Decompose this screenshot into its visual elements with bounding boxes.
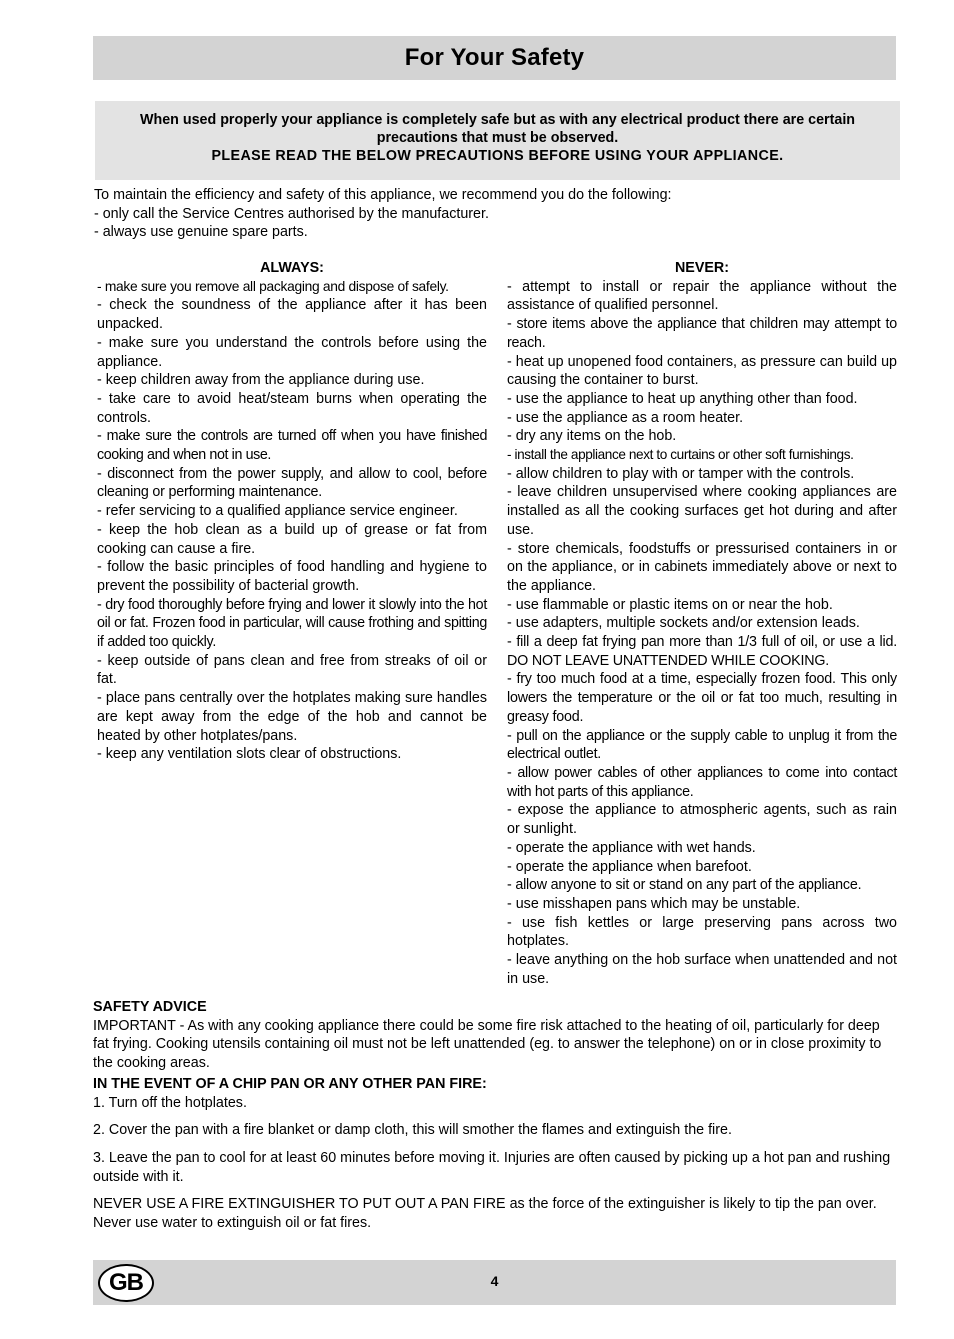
title-bar <box>93 36 896 80</box>
list-item: - keep outside of pans clean and free from streaks of oil or fat. <box>97 652 487 688</box>
lead-line: To maintain the efficiency and safety of this appliance, we recommend you do the following: <box>94 187 672 203</box>
list-item: - make sure you remove all packaging and dispose of safely. <box>97 278 449 294</box>
never-column <box>507 259 897 988</box>
list-item: - make sure you understand the controls before using the appliance. <box>97 334 487 370</box>
always-list <box>97 278 487 764</box>
list-item: - install the appliance next to curtains or other soft furnishings. <box>507 447 854 463</box>
list-item: - allow anyone to sit or stand on any part of the appliance. <box>507 877 862 894</box>
intro-warning: PLEASE READ THE BELOW PRECAUTIONS BEFORE USING YOUR APPLIANCE. <box>211 148 784 164</box>
list-item: - use flammable or plastic items on or near the hob. <box>507 596 833 613</box>
never-heading: NEVER: <box>674 260 730 276</box>
list-item: - keep any ventilation slots clear of obstructions. <box>97 746 402 763</box>
extinguisher-warning: NEVER USE A FIRE EXTINGUISHER TO PUT OUT A PAN FIRE as the force of the extinguisher is likely to tip the pan over. Never use water to extinguish oil or fat fires. <box>93 1196 877 1232</box>
lead-line: - always use genuine spare parts. <box>94 224 308 241</box>
safety-advice-heading: SAFETY ADVICE <box>93 999 207 1015</box>
step-3: 3. Leave the pan to cool for at least 60 minutes before moving it. Injuries are often caused by picking up a hot pan and rushing outside with it. <box>93 1149 891 1185</box>
footer-bar <box>93 1260 896 1305</box>
list-item: - expose the appliance to atmospheric agents, such as rain or sunlight. <box>507 802 897 838</box>
page-number: 4 <box>490 1273 499 1289</box>
safety-advice <box>93 998 893 1233</box>
page-title: For Your Safety <box>404 44 585 71</box>
list-item: - disconnect from the power supply, and allow to cool, before cleaning or performing maintenance. <box>97 465 487 501</box>
list-item: - fill a deep fat frying pan more than 1/3 full of oil, or use a lid. DO NOT LEAVE UNATTENDED WHILE COOKING. <box>507 634 897 669</box>
always-heading: ALWAYS: <box>260 260 324 276</box>
pan-fire-heading: IN THE EVENT OF A CHIP PAN OR ANY OTHER PAN FIRE: <box>93 1075 487 1092</box>
lead-paragraph <box>94 186 894 242</box>
list-item: - refer servicing to a qualified appliance service engineer. <box>97 503 458 520</box>
list-item: - store chemicals, foodstuffs or pressurised containers in or on the appliance, or in cabinets immediately above or next to the appliance. <box>507 540 897 594</box>
list-item: - keep the hob clean as a build up of grease or fat from cooking can cause a fire. <box>97 521 487 557</box>
intro-text: When used properly your appliance is completely safe but as with any electrical product there are certain precautions that must be observed. <box>139 112 856 146</box>
always-column <box>97 259 487 764</box>
step-1: 1. Turn off the hotplates. <box>93 1094 247 1111</box>
list-item: - allow power cables of other appliances to come into contact with hot parts of this appliance. <box>507 764 897 800</box>
list-item: - follow the basic principles of food handling and hygiene to prevent the possibility of bacterial growth. <box>97 559 487 594</box>
intro-box <box>95 101 900 180</box>
list-item: - take care to avoid heat/steam burns when operating the controls. <box>97 390 487 426</box>
list-item: - fry too much food at a time, especially frozen food. This only lowers the temperature or the oil or fat too much, resulting in greasy food. <box>507 671 897 725</box>
list-item: - operate the appliance with wet hands. <box>507 839 756 856</box>
lead-line: - only call the Service Centres authorised by the manufacturer. <box>94 205 489 222</box>
list-item: - use the appliance as a room heater. <box>507 409 744 426</box>
list-item: - keep children away from the appliance during use. <box>97 372 425 389</box>
list-item: - dry food thoroughly before frying and lower it slowly into the hot oil or fat. Frozen food in particular, will cause frothing and spitting if added too quickly. <box>97 596 487 651</box>
list-item: - pull on the appliance or the supply cable to unplug it from the electrical outlet. <box>507 727 897 763</box>
list-item: - allow children to play with or tamper with the controls. <box>507 465 855 482</box>
list-item: - use the appliance to heat up anything other than food. <box>507 390 858 407</box>
list-item: - attempt to install or repair the appliance without the assistance of qualified personnel. <box>507 278 897 314</box>
list-item: - store items above the appliance that children may attempt to reach. <box>507 316 897 351</box>
list-item: - dry any items on the hob. <box>507 428 677 445</box>
list-item: - use misshapen pans which may be unstable. <box>507 895 801 912</box>
list-item: - use fish kettles or large preserving pans across two hotplates. <box>507 914 897 950</box>
step-2: 2. Cover the pan with a fire blanket or damp cloth, this will smother the flames and extinguish the fire. <box>93 1122 732 1139</box>
list-item: - leave anything on the hob surface when unattended and not in use. <box>507 952 897 987</box>
never-list <box>507 278 897 989</box>
list-item: - place pans centrally over the hotplates making sure handles are kept away from the edge of the hob and cannot be heated by other hotplates/pans. <box>97 690 487 744</box>
list-item: - operate the appliance when barefoot. <box>507 858 752 875</box>
list-item: - make sure the controls are turned off when you have finished cooking and when not in use. <box>97 428 487 464</box>
gb-language-badge: GB <box>98 1264 154 1302</box>
list-item: - heat up unopened food containers, as pressure can build up causing the container to burst. <box>507 353 897 389</box>
list-item: - check the soundness of the appliance after it has been unpacked. <box>97 297 487 333</box>
list-item: - leave children unsupervised where cooking appliances are installed as all the cooking surfaces get hot during and after use. <box>507 484 897 538</box>
list-item: - use adapters, multiple sockets and/or extension leads. <box>507 615 860 632</box>
important-paragraph: IMPORTANT - As with any cooking appliance there could be some fire risk attached to the heating of oil, particularly for deep fat frying. Cooking utensils containing oil must not be left unattended (eg. to answer the telephone) on or in close proximity to the cooking areas. <box>93 1017 882 1072</box>
